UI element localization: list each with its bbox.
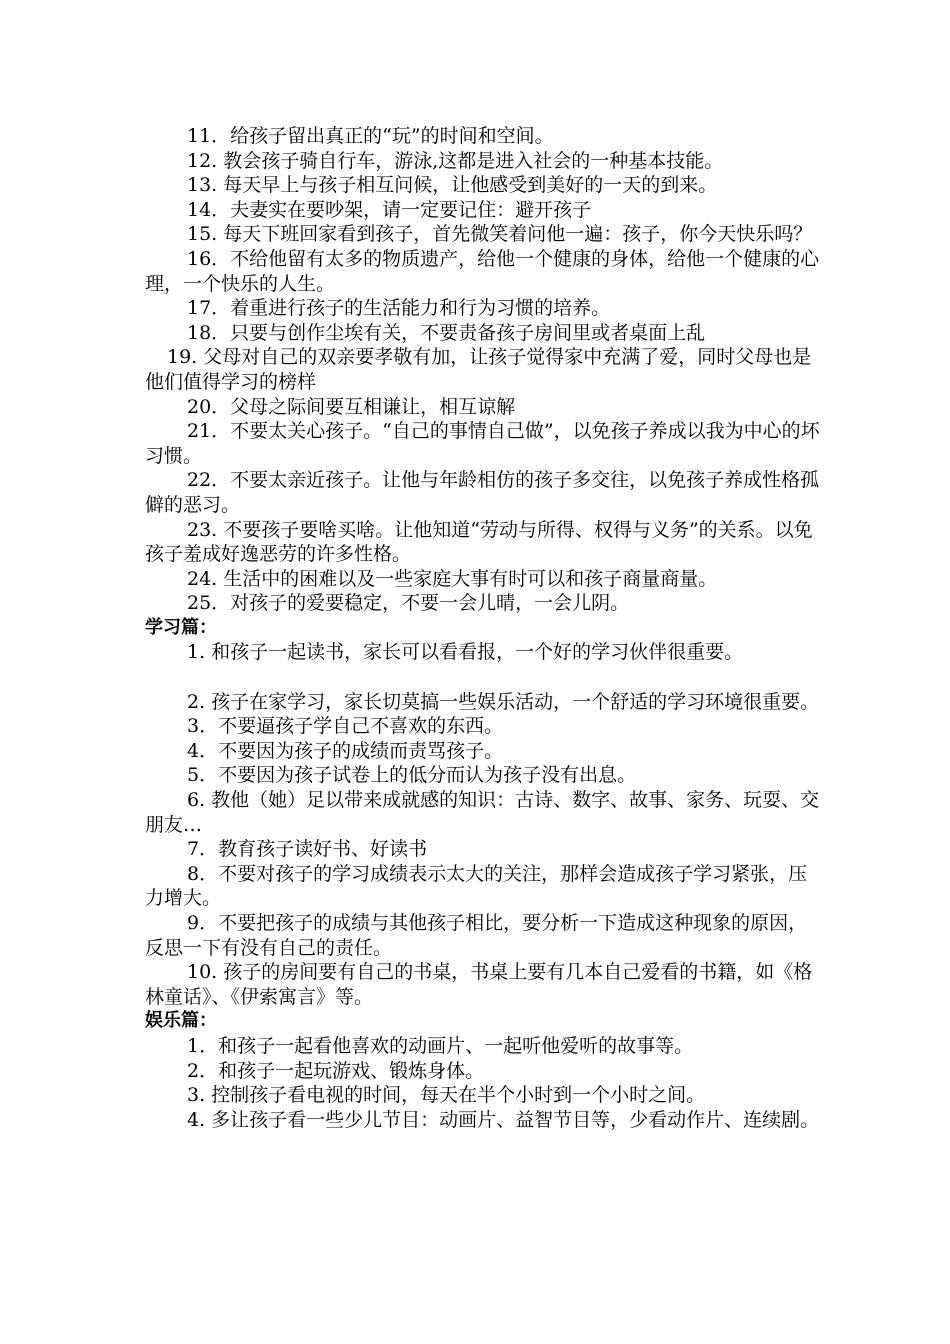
list-item: 19. 父母对自己的双亲要孝敬有加，让孩子觉得家中充满了爱，同时父母也是他们值得学习的榜样 — [145, 346, 812, 393]
list-item: 22．不要太亲近孩子。让他与年龄相仿的孩子多交往，以免孩子养成性格孤僻的恶习。 — [145, 469, 820, 516]
list-item: 18．只要与创作尘埃有关，不要责备孩子房间里或者桌面上乱 — [187, 321, 706, 344]
section-heading-study: 学习篇： — [145, 616, 217, 638]
list-item: 17．着重进行孩子的生活能力和行为习惯的培养。 — [187, 297, 611, 320]
list-item: 20．父母之际间要互相谦让，相互谅解 — [187, 395, 516, 418]
list-item: 13. 每天早上与孩子相互问候，让他感受到美好的一天的到来。 — [187, 174, 718, 197]
list-item: 16．不给他留有太多的物质遗产，给他一个健康的身体，给他一个健康的心理，一个快乐的人生。 — [145, 247, 820, 295]
list-item: 11．给孩子留出真正的“玩”的时间和空间。 — [187, 125, 554, 147]
list-item: 6. 教他（她）足以带来成就感的知识：古诗、数字、故事、家务、玩耍、交朋友… — [145, 789, 820, 836]
list-item: 4. 多让孩子看一些少儿节目：动画片、益智节目等，少看动作片、连续剧。 — [187, 1108, 820, 1131]
list-item: 1. 和孩子一起读书，家长可以看看报，一个好的学习伙伴很重要。 — [187, 641, 744, 664]
list-item: 15. 每天下班回家看到孩子，首先微笑着问他一遍：孩子，你今天快乐吗？ — [187, 223, 813, 246]
list-item: 2．和孩子一起玩游戏、锻炼身体。 — [187, 1059, 485, 1082]
list-item: 12. 教会孩子骑自行车，游泳,这都是进入社会的一种基本技能。 — [187, 149, 724, 172]
list-item: 14．夫妻实在要吵架，请一定要记住：避开孩子 — [187, 198, 592, 221]
list-item: 2. 孩子在家学习，家长切莫搞一些娱乐活动，一个舒适的学习环境很重要。 — [187, 690, 820, 713]
list-item: 24. 生活中的困难以及一些家庭大事有时可以和孩子商量商量。 — [187, 567, 718, 590]
list-item: 5．不要因为孩子试卷上的低分而认为孩子没有出息。 — [187, 764, 637, 787]
list-item: 4．不要因为孩子的成绩而责骂孩子。 — [187, 739, 504, 762]
list-item: 8．不要对孩子的学习成绩表示太大的关注，那样会造成孩子学习紧张，压力增大。 — [145, 862, 808, 910]
list-item: 9．不要把孩子的成绩与其他孩子相比，要分析一下造成这种现象的原因，反思一下有没有自己的责任。 — [145, 912, 808, 959]
list-item: 23. 不要孩子要啥买啥。让他知道“劳动与所得、权得与义务”的关系。以免孩子羞成好逸恶劳的许多性格。 — [145, 518, 813, 566]
list-item: 21．不要太关心孩子。“自己的事情自己做”，以免孩子养成以我为中心的坏习惯。 — [145, 420, 820, 467]
list-item: 10. 孩子的房间要有自己的书桌，书桌上要有几本自己爱看的书籍，如《格林童话》、《伊索寓言》等。 — [145, 961, 813, 1008]
list-item: 25．对孩子的爱要稳定，不要一会儿晴，一会儿阴。 — [187, 592, 630, 615]
section-heading-fun: 娱乐篇： — [145, 1010, 217, 1032]
list-item: 3. 控制孩子看电视的时间，每天在半个小时到一个小时之间。 — [187, 1084, 706, 1107]
blank-line — [145, 665, 825, 690]
list-item: 7．教育孩子读好书、好读书 — [187, 838, 428, 861]
list-item: 3．不要逼孩子学自己不喜欢的东西。 — [187, 715, 504, 738]
document-page — [145, 124, 825, 1132]
list-item: 1．和孩子一起看他喜欢的动画片、一起听他爱听的故事等。 — [187, 1034, 694, 1057]
